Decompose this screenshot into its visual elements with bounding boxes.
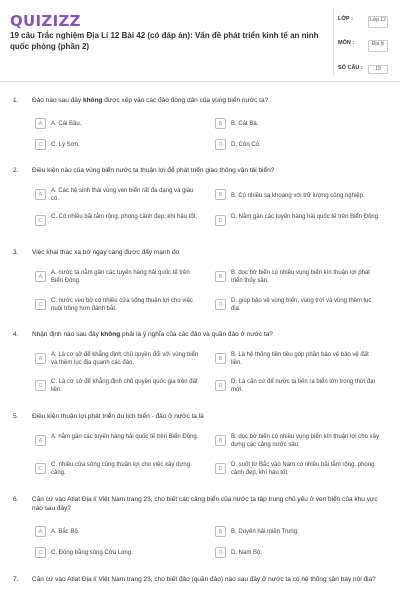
option-text: D. suốt từ Bắc vào Nam có nhiều bãi tắm rộng, phong cảnh đẹp, khí hậu tốt.	[231, 462, 375, 476]
option-letter: C	[35, 463, 46, 474]
question-text: Đảo nào sau đây không được xếp vào các đảo đông dân của vùng biển nước ta?	[32, 97, 269, 104]
question-number: 7.	[13, 576, 19, 583]
option-letter: A	[35, 353, 46, 364]
option-letter: C	[35, 215, 46, 226]
option-text: C. Là cơ sở để khẳng định chủ quyền quốc gia trên đất liền.	[51, 379, 198, 393]
option-letter: A	[35, 526, 46, 537]
option-text: A. Các hệ sinh thái vùng ven biển rất đa dạng và giàu có.	[51, 188, 194, 202]
option-text: C. Lý Sơn.	[51, 142, 80, 148]
option-text: C. Đồng bằng sông Cửu Long.	[51, 550, 133, 556]
option-letter: D	[215, 380, 226, 391]
option-letter: C	[35, 547, 46, 558]
option-letter: B	[215, 189, 226, 200]
option-letter: D	[215, 139, 226, 150]
option-letter: A	[35, 118, 46, 129]
question-number: 2.	[13, 167, 19, 174]
option-letter: A	[35, 435, 46, 446]
option-text: C. nhiều cửa sông cũng thuận lợi cho việc xây dựng cảng.	[51, 462, 191, 476]
subject-label: MÔN :	[338, 40, 355, 46]
question-text: Nhận định nào sau đây không phải là ý nghĩa của các đảo và quần đảo ở nước ta?	[32, 331, 273, 338]
question-text: Căn cứ vào Atlat Địa lí Việt Nam trang 23, cho biết các cảng biển của nước ta tập trung chủ yếu ở ven biển của khu vực nào sau đây?	[32, 496, 378, 512]
question-text: Căn cứ vào Atlat Địa lí Việt Nam trang 23, cho biết đảo (quần đảo) nào sau đây ở nước ta có hệ thống sân bay nội địa?	[32, 576, 376, 583]
class-value: Lớp 12	[368, 16, 388, 28]
question-number: 1.	[13, 97, 19, 104]
option-text: D. Là căn cứ để nước ta tiến ra biển lớn trong thời đại mới.	[231, 379, 375, 393]
quizizz-logo[interactable]: QUIZIZZ	[10, 12, 81, 30]
count-value: 19	[368, 65, 388, 74]
option-text: D. Nằm gần các tuyến hàng hải quốc tế trên Biển Đông.	[231, 214, 380, 220]
worksheet-header	[0, 0, 400, 82]
question-number: 6.	[13, 496, 19, 503]
option-letter: D	[215, 547, 226, 558]
option-text: A. nước ta nằm gần các tuyến hàng hải quốc tế trên Biển Đông.	[51, 270, 190, 284]
option-letter: B	[215, 271, 226, 282]
question-text: Điều kiện thuận lợi phát triển du lịch biển - đảo ở nước ta là	[32, 413, 204, 420]
question-number: 3.	[13, 249, 19, 256]
option-letter: C	[35, 139, 46, 150]
option-text: B. dọc bờ biển có nhiều vụng biển kín thuận lợi phát triển thủy sản.	[231, 270, 370, 284]
meta-divider	[333, 8, 334, 76]
option-text: B. dọc bờ biển có nhiều vụng biển kín thuận lợi cho xây dựng các cảng nước sâu.	[231, 434, 379, 448]
option-text: C. nước ven bờ có nhiều cửa sông thuận lợi cho việc nuôi trồng hơn đánh bắt.	[51, 298, 193, 312]
question-number: 4.	[13, 331, 19, 338]
option-text: B. Có nhiều sa khoáng với trữ lượng công nghiệp.	[231, 193, 365, 199]
option-letter: B	[215, 353, 226, 364]
count-label: SỐ CÂU :	[338, 65, 363, 71]
option-text: B. Cát Bà.	[231, 121, 259, 127]
question-number: 5.	[13, 413, 19, 420]
option-text: D. Côn Cỏ.	[231, 142, 261, 148]
option-letter: D	[215, 299, 226, 310]
option-letter: B	[215, 435, 226, 446]
question-text: Việc khai thác xa bờ ngày càng được đẩy mạnh do	[32, 249, 180, 256]
option-letter: C	[35, 380, 46, 391]
option-text: D. giúp bảo vệ vùng biển, vùng trời và vùng thềm lục địa.	[231, 298, 372, 312]
option-text: A. Cái Bầu.	[51, 121, 82, 127]
option-letter: D	[215, 463, 226, 474]
subject-value: Địa lý	[368, 40, 388, 52]
option-letter: C	[35, 299, 46, 310]
class-label: LỚP :	[338, 16, 353, 22]
question-text: Điều kiện nào của vùng biển nước ta thuận lợi để phát triển giao thông vận tải biển?	[32, 167, 275, 174]
option-letter: D	[215, 215, 226, 226]
option-letter: A	[35, 271, 46, 282]
option-letter: B	[215, 526, 226, 537]
option-text: D. Nam Bộ.	[231, 550, 263, 556]
option-text: B. Duyên hải miền Trung.	[231, 529, 299, 535]
option-text: B. Là hệ thống tiền tiêu góp phần bảo vệ bảo vệ đất liền.	[231, 352, 369, 366]
option-letter: A	[35, 189, 46, 200]
option-text: A. nằm gần các tuyến hàng hải quốc tế trên Biển Đông.	[51, 434, 199, 440]
option-text: A. Bắc Bộ.	[51, 529, 80, 535]
option-text: C. Có nhiều bãi tắm rộng, phong cảnh đẹp, khí hậu tốt.	[51, 214, 198, 220]
option-letter: B	[215, 118, 226, 129]
option-text: A. Là cơ sở để khẳng định chủ quyền đối với vùng biển và thềm lục địa quanh các đảo.	[51, 352, 199, 366]
page-title: 19 câu Trắc nghiệm Địa Lí 12 Bài 42 (có đáp án): Vấn đề phát triển kinh tế an ninh quốc phòng (phần 2)	[10, 31, 319, 51]
